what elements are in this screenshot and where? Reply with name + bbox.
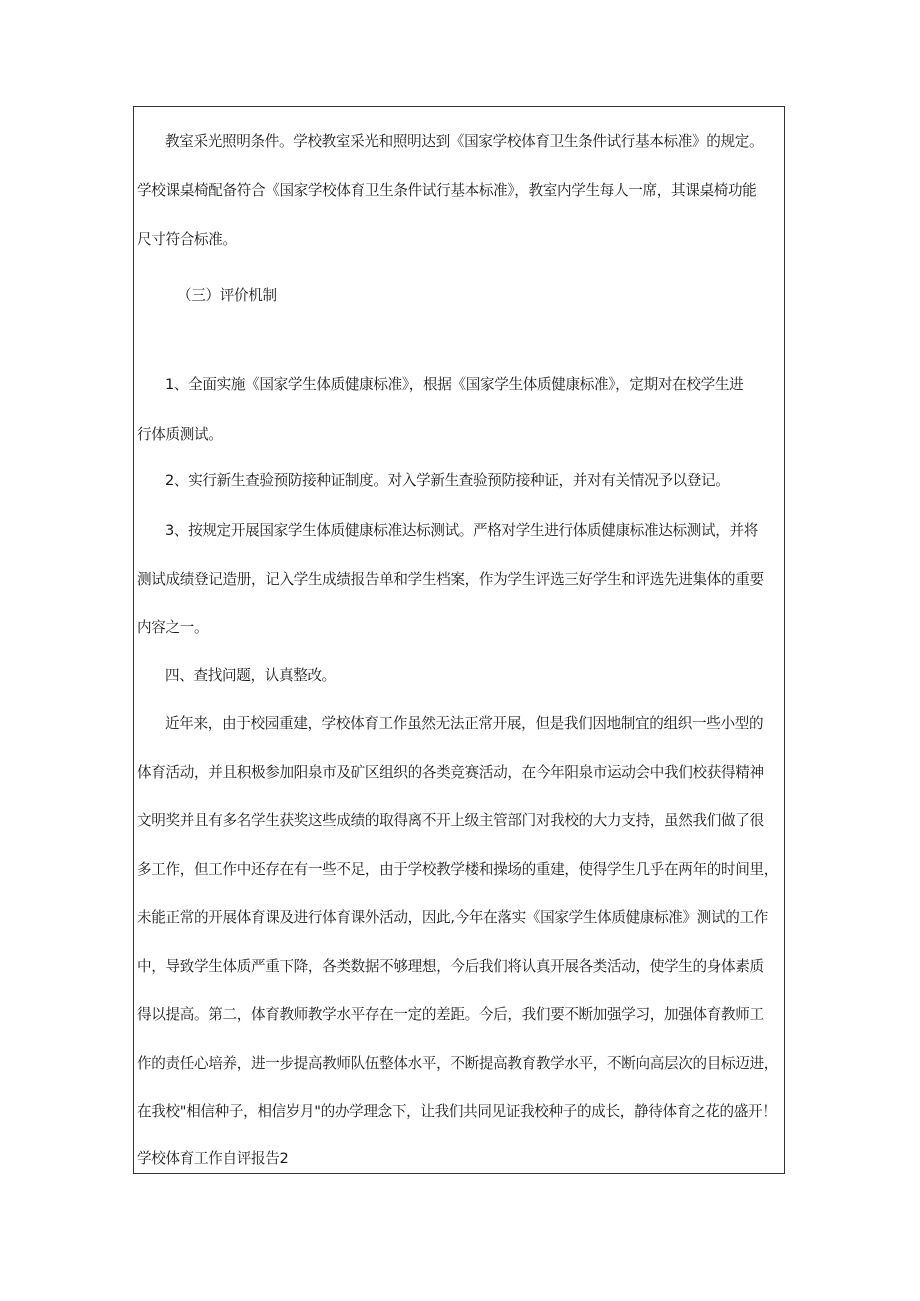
paragraph-line: 体育活动，并且积极参加阳泉市及矿区组织的各类竞赛活动，在今年阳泉市运动会中我们校获得精神 — [137, 764, 764, 781]
paragraph-line: 文明奖并且有多名学生获奖这些成绩的取得离不开上级主管部门对我校的大力支持，虽然我们做了很 — [137, 812, 764, 829]
section-heading: （三）评价机制 — [177, 287, 277, 304]
paragraph-line: 尺寸符合标准。 — [137, 231, 237, 248]
paragraph-line: 内容之一。 — [137, 619, 209, 636]
paragraph-line: 中，导致学生体质严重下降，各类数据不够理想，今后我们将认真开展各类活动，使学生的身体素质 — [137, 958, 764, 975]
paragraph-line: 3、按规定开展国家学生体质健康标准达标测试。严格对学生进行体质健康标准达标测试，并将 — [165, 522, 758, 539]
paragraph-line: 测试成绩登记造册，记入学生成绩报告单和学生档案，作为学生评选三好学生和评选先进集体的重要 — [137, 571, 764, 588]
paragraph-line: 教室采光照明条件。学校教室采光和照明达到《国家学校体育卫生条件试行基本标准》的规定。 — [165, 133, 764, 150]
paragraph-line: 未能正常的开展体育课及进行体育课外活动，因此,今年在落实《国家学生体质健康标准》测试的工作 — [137, 909, 769, 926]
paragraph-line: 在我校"相信种子，相信岁月"的办学理念下，让我们共同见证我校种子的成长，静待体育之花的盛开！ — [137, 1103, 777, 1120]
paragraph-line: 行体质测试。 — [137, 426, 223, 443]
paragraph-line: 1、全面实施《国家学生体质健康标准》，根据《国家学生体质健康标准》，定期对在校学生进 — [165, 376, 744, 393]
paragraph-line: 作的责任心培养，进一步提高教师队伍整体水平，不断提高教育教学水平，不断向高层次的目标迈进， — [137, 1055, 778, 1072]
paragraph-line: 得以提高。第二，体育教师教学水平存在一定的差距。今后，我们要不断加强学习，加强体育教师工 — [137, 1006, 764, 1023]
paragraph-line: 学校课桌椅配备符合《国家学校体育卫生条件试行基本标准》，教室内学生每人一席，其课桌椅功能 — [137, 182, 757, 199]
paragraph-line: 近年来，由于校园重建，学校体育工作虽然无法正常开展，但是我们因地制宜的组织一些小型的 — [165, 715, 764, 732]
paragraph-line: 多工作，但工作中还存在有一些不足，由于学校教学楼和操场的重建，使得学生几乎在两年的时间里， — [137, 861, 778, 878]
paragraph-line: 2、实行新生查验预防接种证制度。对入学新生查验预防接种证，并对有关情况予以登记。 — [165, 472, 730, 489]
report-title: 学校体育工作自评报告2 — [137, 1150, 289, 1167]
section-heading: 四、查找问题，认真整改。 — [165, 667, 336, 684]
